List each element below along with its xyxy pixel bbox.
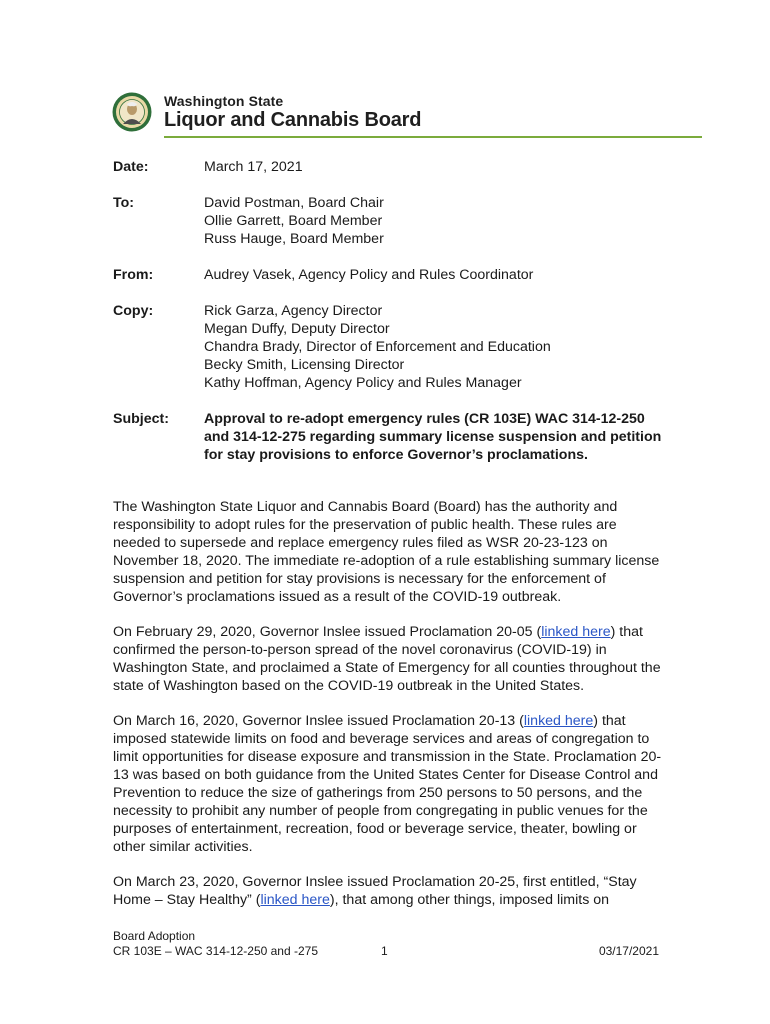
paragraph-4: [113, 873, 673, 909]
para-line: needed to supersede and replace emergency rules filed as WSR 20-23-123 on: [113, 535, 608, 551]
copy-recipient: Becky Smith, Licensing Director: [204, 357, 405, 373]
para-line: [113, 623, 673, 641]
para-text: ), that among other things, imposed limits on: [329, 892, 610, 908]
subject-label: Subject:: [113, 411, 169, 427]
footer-title: Board Adoption: [113, 929, 196, 943]
to-recipient: David Postman, Board Chair: [204, 195, 384, 211]
para-text: On February 29, 2020, Governor Inslee issued Proclamation 20-05 (: [113, 624, 542, 640]
copy-recipient: Kathy Hoffman, Agency Policy and Rules Manager: [204, 375, 522, 391]
para-line: The Washington State Liquor and Cannabis Board (Board) has the authority and: [113, 499, 618, 515]
para-line: Governor’s proclamations issued as a result of the COVID-19 outbreak.: [113, 589, 562, 605]
from-label: From:: [113, 267, 154, 283]
state-seal-icon: [112, 92, 152, 132]
para-line: November 18, 2020. The immediate re-adoption of a rule establishing summary license: [113, 553, 660, 569]
footer-date: 03/17/2021: [598, 944, 659, 958]
org-name-line1: Washington State: [164, 93, 284, 109]
date-label: Date:: [113, 159, 149, 175]
para-line: [113, 712, 673, 730]
para-line: 13 was based on both guidance from the United States Center for Disease Control and: [113, 767, 658, 783]
subject-line: for stay provisions to enforce Governor’s proclamations.: [204, 447, 588, 463]
paragraph-2: [113, 623, 673, 695]
para-line: suspension and petition for stay provisions is necessary for the enforcement of: [113, 571, 606, 587]
proclamation-20-05-link[interactable]: linked here: [541, 624, 611, 640]
para-text: ) that: [593, 713, 626, 729]
para-line: Washington State, and proclaimed a State of Emergency for all counties throughout the: [113, 660, 661, 676]
copy-label: Copy:: [113, 303, 154, 319]
from-value: Audrey Vasek, Agency Policy and Rules Coordinator: [204, 267, 534, 283]
para-line: On March 23, 2020, Governor Inslee issued Proclamation 20-25, first entitled, “Stay: [113, 874, 637, 890]
para-text: ) that: [610, 624, 643, 640]
date-value: March 17, 2021: [204, 159, 303, 175]
paragraph-1: [113, 498, 673, 606]
to-recipient: Ollie Garrett, Board Member: [204, 213, 383, 229]
to-label: To:: [113, 195, 135, 211]
para-line: other similar activities.: [113, 839, 253, 855]
page-number: 1: [381, 944, 388, 958]
proclamation-20-25-link[interactable]: linked here: [260, 892, 330, 908]
copy-recipients: [204, 302, 551, 392]
copy-recipient: Megan Duffy, Deputy Director: [204, 321, 390, 337]
org-name-line2: Liquor and Cannabis Board: [164, 109, 422, 131]
para-text: On March 16, 2020, Governor Inslee issued Proclamation 20-13 (: [113, 713, 524, 729]
para-line: purposes of entertainment, recreation, food or beverage service, theater, bowling or: [113, 821, 637, 837]
proclamation-20-13-link[interactable]: linked here: [523, 713, 594, 729]
para-line: limit opportunities for disease exposure and transmission in the State. Proclamation 20-: [113, 749, 662, 765]
para-line: [113, 891, 673, 909]
subject-text: [204, 410, 661, 464]
para-line: necessity to prohibit any number of people from congregating in public venues for the: [113, 803, 648, 819]
para-text: Home – Stay Healthy” (: [113, 892, 261, 908]
subject-line: and 314-12-275 regarding summary license suspension and petition: [204, 429, 662, 445]
copy-recipient: Chandra Brady, Director of Enforcement and Education: [204, 339, 551, 355]
para-line: responsibility to adopt rules for the preservation of public health. These rules are: [113, 517, 617, 533]
footer-reference: CR 103E – WAC 314-12-250 and -275: [113, 944, 319, 958]
letterhead: [112, 92, 702, 138]
para-line: confirmed the person-to-person spread of the novel coronavirus (COVID-19) in: [113, 642, 607, 658]
to-recipients: [204, 194, 384, 248]
para-line: Prevention to reduce the size of gatherings from 250 persons to 50 persons, and the: [113, 785, 643, 801]
para-line: state of Washington based on the COVID-19 outbreak in the United States.: [113, 678, 585, 694]
header-divider: [164, 136, 702, 138]
copy-recipient: Rick Garza, Agency Director: [204, 303, 383, 319]
paragraph-3: [113, 712, 673, 856]
to-recipient: Russ Hauge, Board Member: [204, 231, 384, 247]
subject-line: Approval to re-adopt emergency rules (CR 103E) WAC 314-12-250: [204, 411, 645, 427]
para-line: imposed statewide limits on food and beverage services and areas of congregation to: [113, 731, 650, 747]
